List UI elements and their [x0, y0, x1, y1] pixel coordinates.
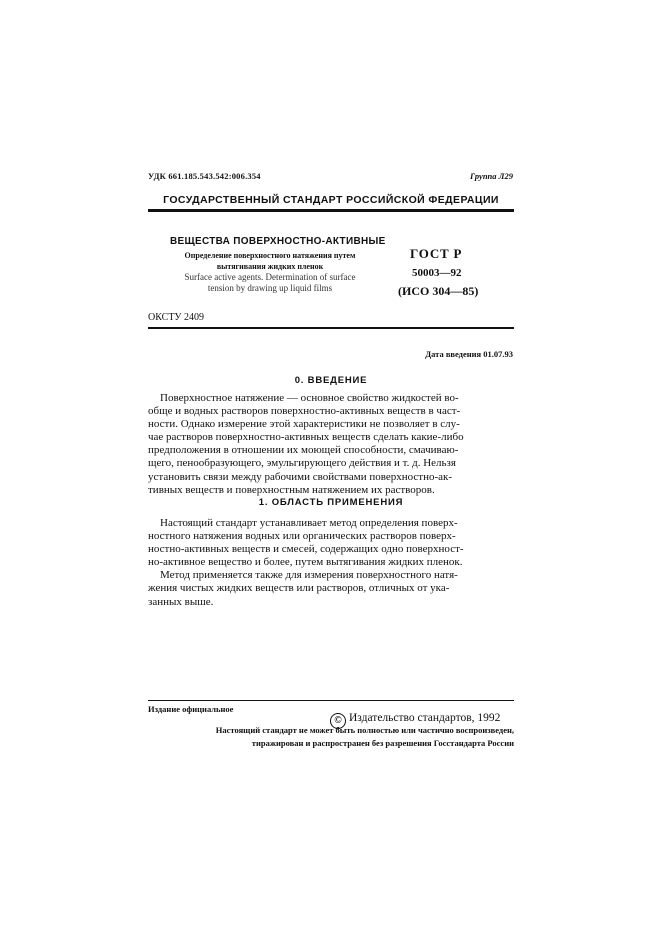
date-of-introduction: Дата введения 01.07.93 [425, 349, 513, 359]
subtitle-line: Определение поверхностного натяжения путем [184, 251, 356, 260]
notice-line: тиражирован и распространен без разрешения Госстандарта России [251, 738, 514, 748]
section-heading-scope: 1. ОБЛАСТЬ ПРИМЕНЕНИЯ [258, 497, 404, 508]
text-line: ности. Однако измерение этой характеристики не позволяет в слу- [148, 418, 460, 431]
text-line: ностно-активных веществ и смесей, содержащих одно поверхност- [148, 543, 464, 556]
footer-rule [148, 700, 514, 701]
text-line: тивных веществ и поверхностным натяжением их растворов. [148, 483, 435, 496]
text-line: Настоящий стандарт устанавливает метод определения поверх- [160, 517, 458, 529]
english-title [170, 272, 370, 294]
subtitle-line: вытягивания жидких пленок [216, 262, 324, 271]
text-line: Метод применяется также для измерения поверхностного натя- [160, 569, 458, 582]
standard-title: ГОСУДАРСТВЕННЫЙ СТАНДАРТ РОССИЙСКОЙ ФЕДЕРАЦИИ [163, 194, 499, 206]
text-line: чае растворов поверхностно-активных веществ сделать какие-либо [148, 431, 464, 444]
section-text-introduction [148, 392, 514, 497]
document-title: ВЕЩЕСТВА ПОВЕРХНОСТНО-АКТИВНЫЕ [170, 236, 386, 247]
section-heading-introduction: 0. ВВЕДЕНИЕ [294, 375, 368, 386]
notice-line: Настоящий стандарт не может быть полностью или частично воспроизведен, [215, 725, 514, 735]
copyright-icon: © [330, 713, 346, 729]
header-bottom-rule [148, 327, 514, 329]
okstu-code: ОКСТУ 2409 [148, 312, 205, 323]
group-code: Группа Л29 [470, 171, 513, 181]
gost-label: ГОСТ Р [410, 246, 463, 261]
document-subtitle [170, 250, 370, 272]
text-line: предположения в отношении их моющей способности, смачиваю- [148, 444, 459, 457]
iso-number: (ИСО 304—85) [398, 284, 479, 298]
text-line: Поверхностное натяжение — основное свойство жидкостей во- [160, 392, 459, 404]
text-line: установить связи между рабочими свойствами поверхностно-ак- [148, 470, 453, 483]
gost-number: 50003—92 [412, 267, 462, 279]
english-line: tension by drawing up liquid films [207, 283, 333, 293]
udk-code: УДК 661.185.543.542:006.354 [148, 171, 261, 181]
text-line: ностного натяжения водных или органических растворов поверх- [148, 530, 456, 543]
english-line: Surface active agents. Determination of surface [184, 272, 356, 282]
text-line: обще и водных растворов поверхностно-активных веществ в част- [148, 405, 461, 418]
section-text-scope [148, 517, 514, 609]
text-line: жения чистых жидких веществ или растворов, отличных от ука- [148, 582, 450, 595]
copyright-text: Издательство стандартов, 1992 [349, 712, 501, 724]
official-edition: Издание официальное [148, 704, 234, 714]
text-line: щего, пенообразующего, эмульгирующего действия и т. д. Нельзя [148, 457, 456, 470]
text-line: но-активное вещество и более, путем вытягивания жидких пленок. [148, 556, 463, 569]
header-thick-rule [148, 209, 514, 212]
reproduction-notice [148, 724, 514, 750]
text-line: занных выше. [148, 595, 214, 608]
